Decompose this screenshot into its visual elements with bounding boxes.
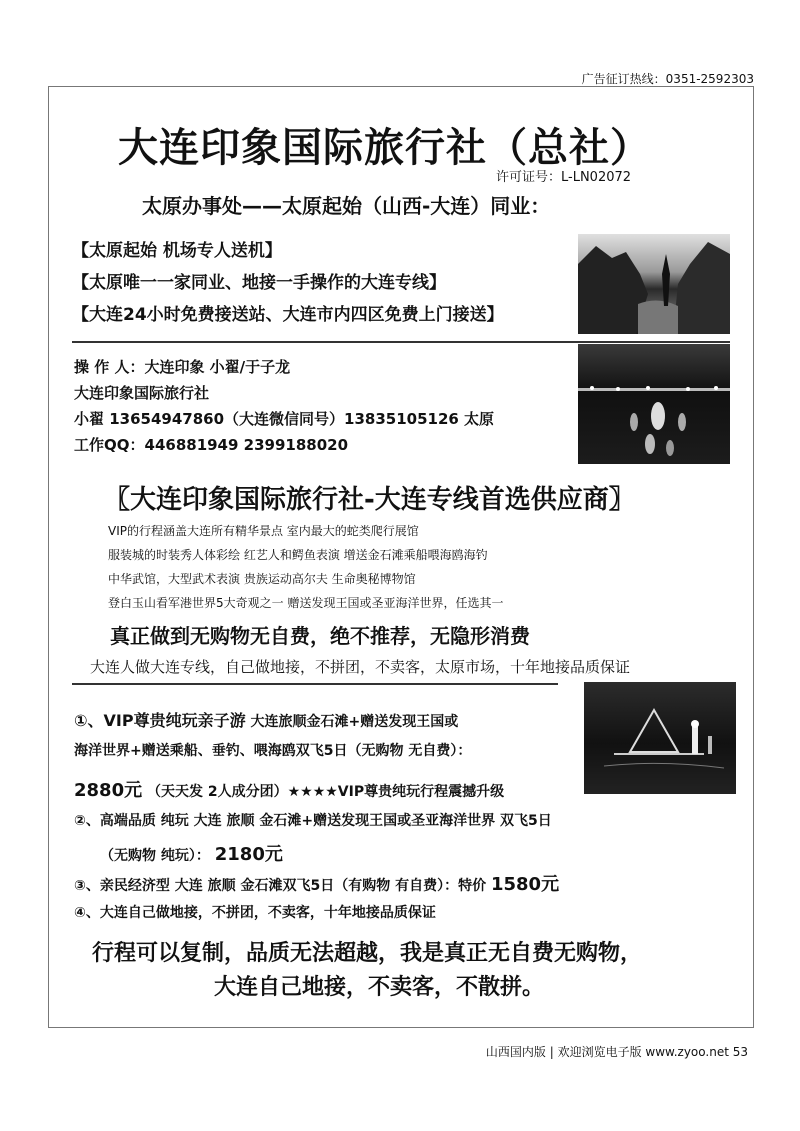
operator-agency: 大连印象国际旅行社: [74, 384, 210, 402]
mountain-lake-photo: [578, 234, 730, 334]
no-shopping-tagline: 真正做到无购物无自费，绝不推荐，无隐形消费: [110, 624, 530, 648]
route-2-price-line: [100, 840, 283, 866]
route-1-header: [74, 708, 458, 731]
route-2-note: （无购物 纯玩）：: [100, 848, 210, 864]
local-operator-intro: 大连人做大连专线，自己做地接，不拼团，不卖客，太原市场，十年地接品质保证: [90, 658, 631, 676]
operator-phones: 小翟 13654947860（大连微信同号）13835105126 太原: [74, 410, 495, 428]
route-1-price-line: [74, 776, 504, 802]
route-1-note: （天天发 2人成分团）★★★★VIP尊贵纯玩行程震撼升级: [146, 784, 505, 800]
highlight-line-2: 服装城的时装秀人体彩绘 红艺人和鳄鱼表演 增送金石滩乘船喂海鸥海钓: [108, 548, 488, 562]
route-4-line: ④、大连自己做地接，不拼团，不卖客，十年地接品质保证: [74, 905, 436, 921]
office-subtitle: 太原办事处——太原起始（山西-大连）同业：: [142, 194, 551, 218]
bullet-airport: 【太原起始 机场专人送机】: [72, 241, 282, 261]
section-divider-1: [72, 341, 730, 343]
route-1-name: ①、VIP尊贵纯玩亲子游: [74, 711, 246, 730]
highlight-line-4: 登白玉山看军港世界5大奇观之一 赠送发现王国或圣亚海洋世界，任选其一: [108, 596, 504, 610]
route-2-price: 2180元: [214, 844, 283, 865]
route-3-line: [74, 870, 559, 896]
supplier-slogan: 〖大连印象国际旅行社-大连专线首选供应商〗: [104, 485, 635, 515]
route-3-desc: ③、亲民经济型 大连 旅顺 金石滩双飞5日（有购物 有自费）：特价: [74, 878, 487, 894]
ad-hotline: 广告征订热线：0351-2592303: [581, 72, 754, 86]
license-number: 许可证号：L-LN02072: [496, 170, 632, 185]
night-pavilion-photo: [584, 682, 736, 794]
page-footer: 山西国内版 | 欢迎浏览电子版 www.zyoo.net 53: [485, 1045, 748, 1059]
night-fountain-photo: [578, 344, 730, 464]
operator-name: 操 作 人：大连印象 小翟/于子龙: [74, 358, 291, 376]
bullet-unique: 【太原唯一一家同业、地接一手操作的大连专线】: [72, 273, 446, 293]
route-2-line: ②、高端品质 纯玩 大连 旅顺 金石滩+赠送发现王国或圣亚海洋世界 双飞5日: [74, 813, 552, 829]
operator-qq: 工作QQ：446881949 2399188020: [74, 436, 349, 454]
route-1-desc: 大连旅顺金石滩+赠送发现王国或: [250, 714, 459, 730]
closing-line-1: 行程可以复制，品质无法超越，我是真正无自费无购物，: [92, 941, 643, 966]
bullet-transfer: 【大连24小时免费接送站、大连市内四区免费上门接送】: [72, 305, 504, 325]
route-1-detail: 海洋世界+赠送乘船、垂钓、喂海鸥双飞5日（无购物 无自费）：: [74, 743, 472, 759]
closing-line-2: 大连自己地接，不卖客，不散拼。: [214, 975, 545, 1000]
section-divider-2: [72, 683, 558, 685]
route-1-price: 2880元: [74, 780, 143, 801]
highlight-line-1: VIP的行程涵盖大连所有精华景点 室内最大的蛇类爬行展馆: [108, 524, 419, 538]
highlight-line-3: 中华武馆，大型武术表演 贵族运动高尔夫 生命奥秘博物馆: [108, 572, 416, 586]
agency-title: 大连印象国际旅行社（总社）: [118, 125, 651, 171]
route-3-price: 1580元: [490, 874, 560, 895]
